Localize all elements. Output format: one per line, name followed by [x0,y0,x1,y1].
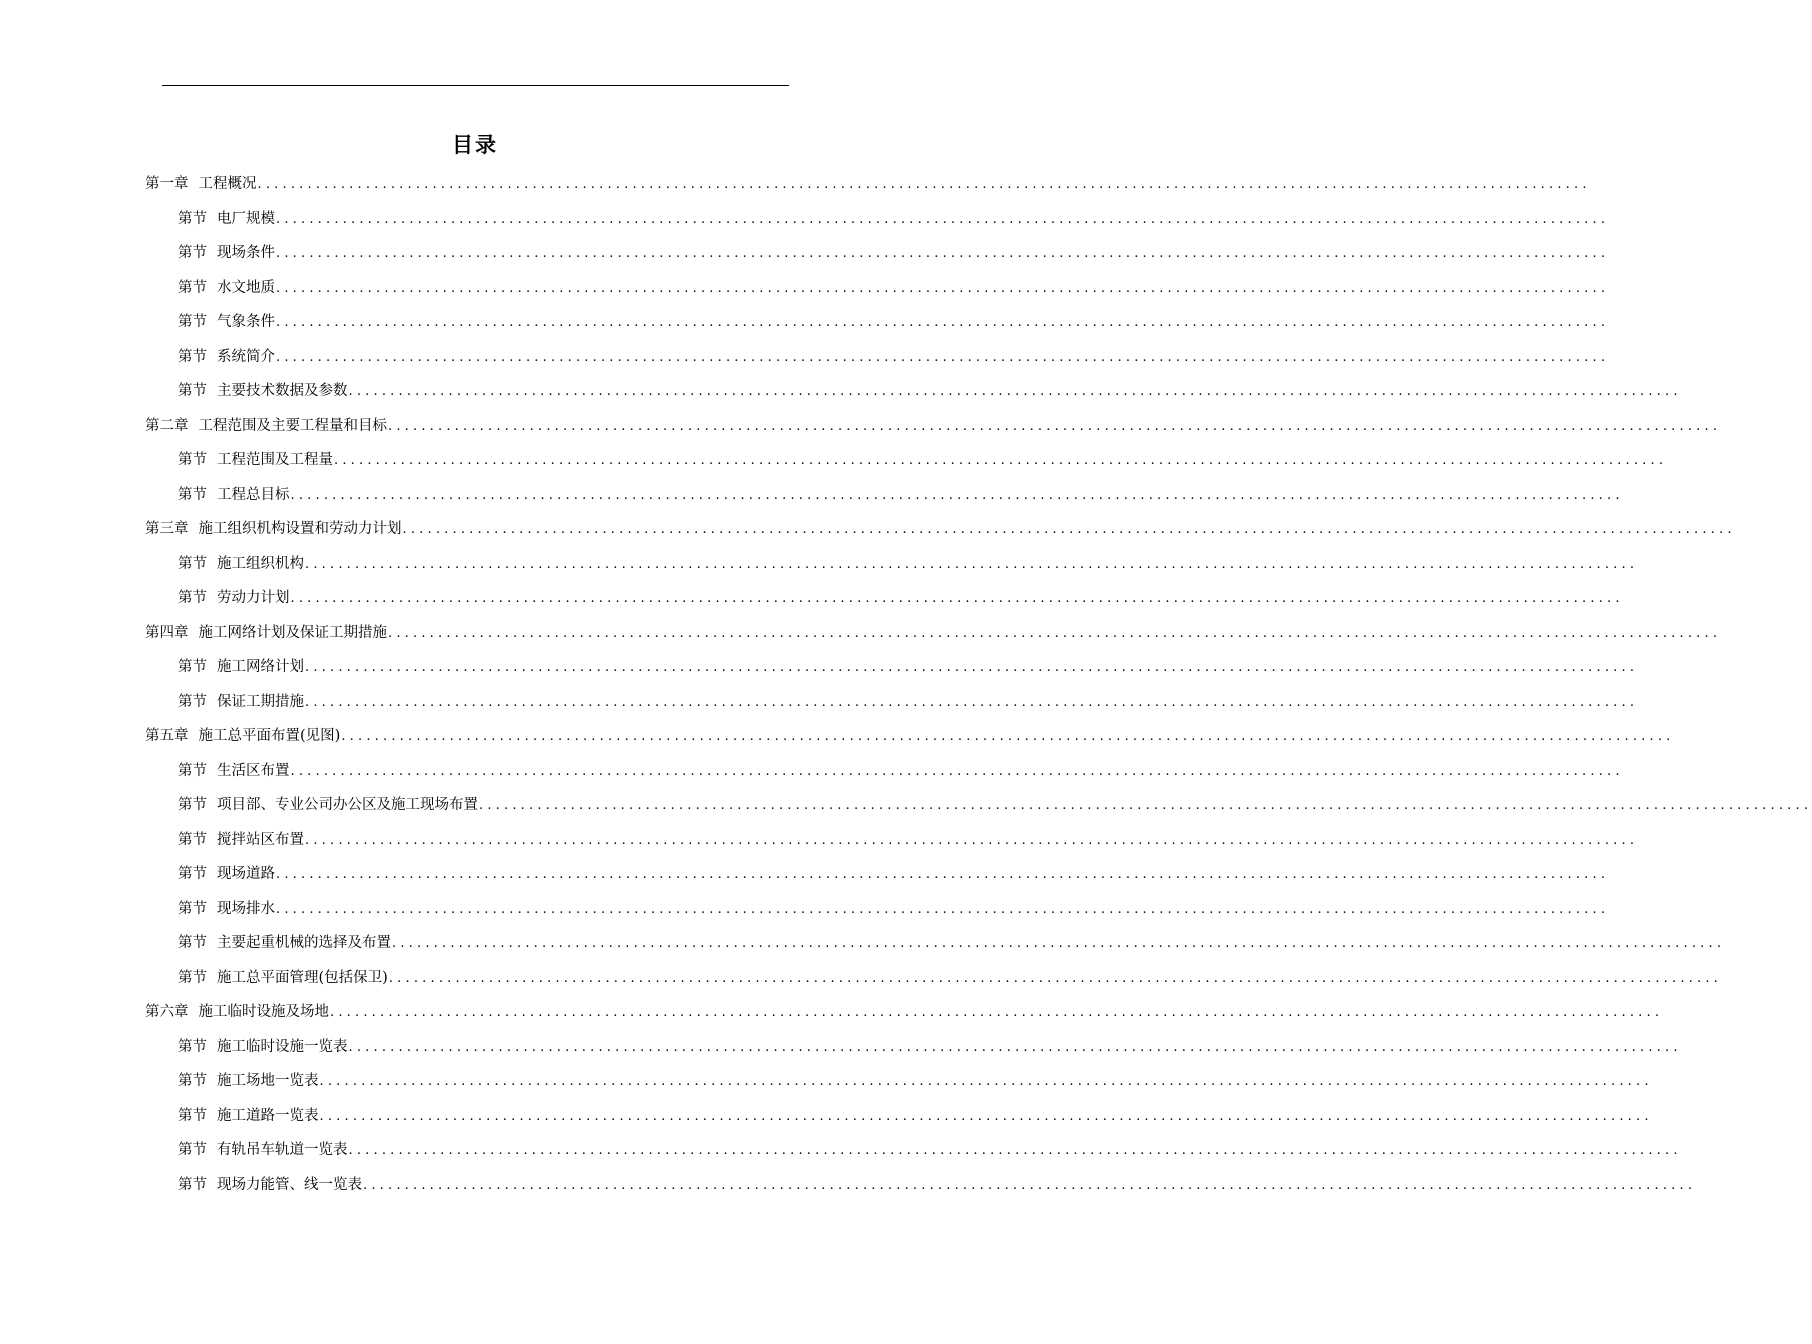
toc-entry-number: 第节 [178,762,207,779]
toc-entry-number: 第四章 [145,624,189,641]
toc-section-entry[interactable] [145,896,1610,931]
toc-dot-leader: ................................................................................................................................................................ [348,384,1682,399]
toc-entry-title: 施工临时设施及场地 [198,1004,329,1020]
toc-dot-leader: ................................................................................................................................................................ [257,177,1591,192]
toc-entry-number: 第节 [178,348,207,365]
toc-section-entry[interactable] [145,1034,1682,1069]
toc-entry-number: 第节 [178,1142,207,1158]
toc-entry-title: 水文地质 [217,279,275,296]
toc-section-entry[interactable] [145,1103,1653,1138]
toc-dot-leader: ................................................................................................................................................................ [290,591,1624,606]
toc-section-entry[interactable] [145,482,1624,517]
toc-section-entry[interactable] [145,447,1668,482]
toc-entry-title: 有轨吊车轨道一览表 [217,1142,348,1158]
toc-dot-leader: ................................................................................................................................................................ [348,1039,1682,1055]
toc-entry-number: 第节 [178,935,207,951]
toc-entry-number: 第节 [178,659,207,675]
toc-entry-title: 项目部、专业公司办公区及施工现场布置 [217,797,478,813]
toc-dot-leader: ................................................................................................................................................................ [341,729,1675,744]
toc-entry-number: 第节 [178,245,207,261]
toc-dot-leader: ................................................................................................................................................................ [305,660,1639,675]
toc-entry-number: 第五章 [145,728,189,744]
toc-entry-title: 施工总平面布置(见图) [198,728,341,744]
toc-chapter-entry[interactable] [145,723,1675,758]
toc-entry-number: 第节 [178,1038,207,1055]
toc-dot-leader: ................................................................................................................................................................ [363,1177,1697,1193]
toc-entry-number: 第节 [178,831,207,848]
toc-entry-title: 施工场地一览表 [217,1073,319,1089]
toc-entry-number: 第二章 [145,417,189,434]
toc-section-entry[interactable] [145,551,1639,586]
toc-dot-leader: ................................................................................................................................................................ [392,936,1726,951]
toc-section-entry[interactable] [145,206,1610,241]
toc-dot-leader: ................................................................................................................................................................ [402,522,1736,537]
table-of-contents [145,171,1812,1206]
toc-entry-title: 工程总目标 [217,486,290,503]
toc-section-entry[interactable] [145,275,1610,310]
toc-dot-leader: ................................................................................................................................................................ [388,970,1722,986]
header-rule [162,85,789,86]
toc-entry-title: 工程范围及工程量 [217,452,333,468]
toc-dot-leader: ................................................................................................................................................................ [334,453,1668,468]
toc-entry-title: 系统简介 [217,348,275,365]
toc-entry-number: 第节 [178,279,207,296]
toc-dot-leader: ................................................................................................................................................................ [388,625,1722,641]
toc-entry-title: 保证工期措施 [217,693,304,710]
toc-entry-number: 第节 [178,1073,207,1089]
toc-entry-number: 第节 [178,314,207,330]
toc-entry-title: 工程范围及主要工程量和目标 [198,417,387,434]
toc-chapter-entry[interactable] [145,999,1664,1034]
toc-dot-leader: ................................................................................................................................................................ [319,1108,1653,1124]
toc-entry-title: 现场道路 [217,866,275,882]
toc-dot-leader: ................................................................................................................................................................ [276,280,1610,296]
toc-dot-leader: ................................................................................................................................................................ [276,246,1610,261]
toc-title: 目录 [452,133,498,157]
toc-entry-title: 主要起重机械的选择及布置 [217,935,391,951]
toc-entry-number: 第节 [178,1107,207,1124]
toc-dot-leader: ................................................................................................................................................................ [305,694,1639,710]
toc-dot-leader: ................................................................................................................................................................ [348,1143,1682,1158]
toc-entry-title: 施工组织机构 [217,555,304,572]
toc-entry-number: 第节 [178,866,207,882]
toc-entry-title: 现场排水 [217,900,275,917]
toc-chapter-entry[interactable] [145,620,1722,655]
toc-entry-title: 施工临时设施一览表 [217,1038,348,1055]
toc-entry-title: 工程概况 [198,176,257,192]
toc-entry-title: 劳动力计划 [217,590,290,606]
toc-section-entry[interactable] [145,654,1639,689]
toc-section-entry[interactable] [145,585,1624,620]
toc-chapter-entry[interactable] [145,171,1591,206]
toc-dot-leader: ................................................................................................................................................................ [276,901,1610,917]
toc-section-entry[interactable] [145,758,1624,793]
toc-section-entry[interactable] [145,344,1610,379]
toc-entry-number: 第节 [178,486,207,503]
toc-entry-number: 第节 [178,900,207,917]
toc-dot-leader: ................................................................................................................................................................ [290,487,1624,503]
toc-entry-number: 第节 [178,969,207,986]
toc-entry-number: 第节 [178,1176,207,1193]
toc-entry-number: 第节 [178,555,207,572]
toc-entry-title: 现场条件 [217,245,275,261]
toc-section-entry[interactable] [145,309,1610,344]
toc-entry-number: 第节 [178,590,207,606]
toc-chapter-entry[interactable] [145,413,1722,448]
toc-dot-leader: ................................................................................................................................................................ [276,211,1610,227]
toc-entry-title: 主要技术数据及参数 [217,383,348,399]
toc-entry-title: 搅拌站区布置 [217,831,304,848]
toc-dot-leader: ................................................................................................................................................................ [388,418,1722,434]
toc-dot-leader: ................................................................................................................................................................ [276,315,1610,330]
toc-entry-title: 施工组织机构设置和劳动力计划 [198,521,402,537]
toc-entry-title: 现场力能管、线一览表 [217,1176,362,1193]
toc-entry-number: 第节 [178,452,207,468]
toc-entry-title: 施工网络计划及保证工期措施 [198,624,387,641]
toc-entry-title: 电厂规模 [217,210,275,227]
toc-dot-leader: ................................................................................................................................................................ [305,556,1639,572]
toc-dot-leader: ................................................................................................................................................................ [330,1005,1664,1020]
toc-chapter-entry[interactable] [145,516,1736,551]
toc-entry-number: 第节 [178,383,207,399]
toc-section-entry[interactable] [145,827,1639,862]
toc-dot-leader: ................................................................................................................................................................ [290,763,1624,779]
toc-entry-title: 气象条件 [217,314,275,330]
toc-section-entry[interactable] [145,861,1610,896]
toc-entry-number: 第节 [178,210,207,227]
toc-section-entry[interactable] [145,792,1812,827]
toc-dot-leader: ................................................................................................................................................................ [319,1074,1653,1089]
toc-dot-leader: ................................................................................................................................................................ [305,832,1639,848]
toc-entry-title: 施工网络计划 [217,659,304,675]
toc-entry-number: 第一章 [145,176,189,192]
toc-entry-number: 第三章 [145,521,189,537]
toc-entry-title: 施工总平面管理(包括保卫) [217,969,388,986]
toc-dot-leader: ................................................................................................................................................................ [276,867,1610,882]
toc-section-entry[interactable] [145,1137,1682,1172]
toc-entry-title: 生活区布置 [217,762,290,779]
toc-section-entry[interactable] [145,965,1722,1000]
toc-section-entry[interactable] [145,930,1726,965]
toc-section-entry[interactable] [145,240,1610,275]
toc-entry-number: 第节 [178,797,207,813]
toc-section-entry[interactable] [145,1068,1653,1103]
toc-section-entry[interactable] [145,378,1682,413]
toc-section-entry[interactable] [145,1172,1697,1207]
toc-entry-number: 第节 [178,693,207,710]
toc-section-entry[interactable] [145,689,1639,724]
toc-entry-title: 施工道路一览表 [217,1107,319,1124]
toc-dot-leader: ................................................................................................................................................................ [276,349,1610,365]
toc-entry-number: 第六章 [145,1004,189,1020]
toc-dot-leader: ................................................................................................................................................................ [479,798,1812,813]
